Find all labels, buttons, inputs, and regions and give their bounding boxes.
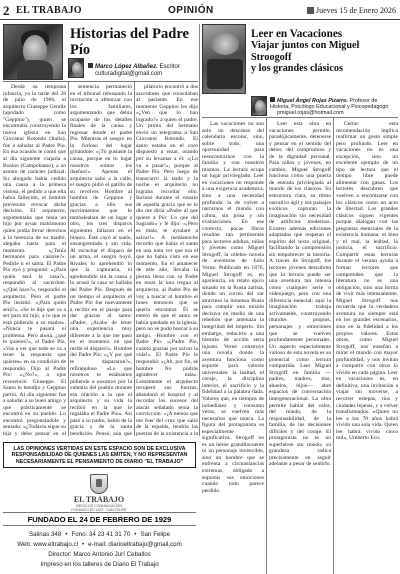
issue-date: Jueves 15 de Enero 2026 bbox=[307, 6, 396, 15]
article-column: Cerrar esta recomendación implica reafirmar un gesto simple pero profundo. Leer en vacaciones no es una excepción, sino un excelente ejemplo de un tipo de lectura que el tiempo libre puede alimentar con ganas. Los lectores descubren que vuelven a encontrarse con los clásicos como un acto de libertad. Los grandes clásicos siguen vigentes porque dialogan con las preguntas esenciales de la existencia humana: el bien y el mal, la lealtad, la justicia, el sacrificio. Compartir estas lecturas durante el verano ayuda a formar lectores que comprenden que la literatura no es una obligación, sino una forma de vivir más intensamente. Miguel Strogoff nos recuerda que la verdadera aventura no siempre está en los grandes escenarios, sino en la fidelidad a los propios valores. Estas obras, como Miguel Strogoff, nos enseñan a mirar el mundo con mayor profundidad, y nos invitan a compartir con otros lo vivido en cada página. Leer en vacaciones es, en definitiva, una invitación a viajar sin moverse, a recorrer estepas, ríos y ciudades lejanas, y a volver transformados. «Quien no lee a los 70 años habrá vivido una sola vida. Quien lee habrá vivido cinco mil», Umberto Eco. bbox=[336, 121, 398, 442]
author-email: pmiguel.rojas@hotmail.com bbox=[277, 110, 344, 117]
column-rule bbox=[68, 82, 69, 436]
article-title: Historias del Padre Pío bbox=[70, 26, 189, 58]
web-line: Web: www.eltrabajo.cl • e-mail: diarioeltrabajo@gmail.com bbox=[17, 541, 182, 548]
book-cover-image bbox=[202, 24, 246, 94]
city: San Felipe bbox=[140, 531, 171, 538]
column-rule bbox=[333, 118, 334, 574]
column-rule bbox=[199, 24, 200, 436]
page-header bbox=[0, 0, 400, 20]
article-column: Desde su temprana infancia, ya la tarde del 28 de julio de 1966, el arquitecto Giuseppe Gentile (apodado como "Geppino"), quien se encontraba construyendo la nueva iglesia en San Giovanni Rotondo (Italia), fue a saludar al Padre Pío. En esa ocasión le contó que al día siguiente viajaría a Bosino (Campobasso), a un asunto de carácter judicial. Su abogado había cedido una causa a la primera vistosa, el pedido a que ella había fallecido, el hombre prevenido revocar dicha decisión. El arquitecto, argumentaba que tenía un hijo por ayuar matrimonio quien podía llevar derechos a la herencia de su madre, alegaba hasta para el momento. «¿Tenía hermanos para casarse?». Pedirle ir el sabía. El Padre Pío oyó y preguntó: «¿Para quién será la casa?», respondió al sacerdote. «¿Qué hace?», respondió el arquitecto. Pero el padre Pío insistió: «¡Para quién será?», «Se lo dije que va a ser para mí hijo, a lo que te está pidiendo a su madre». «Nunca te pasará el problema. Pero ahora, ¿qué le quieres?», el Padre Pío, «Vas a ver que todo se va a tener la respuesta que quieres» en su condición de respondió. Dijo al Padre Pío: «¿No?», a ojos reverenció Giuseppe. El Santo lo bendijo y Geppino partió. Al día siguiente fue a saludar a su buen amigo y que prácticamente se encontró en su pueblo. Lo encontró preguntándole y sentado: «¿Todavía sigue su hija y debo pensar en el bbox=[3, 84, 66, 436]
author-email: culturadigital@gmail.com bbox=[95, 70, 163, 77]
header-divider bbox=[3, 81, 198, 82]
address: Salinas 348 bbox=[28, 531, 62, 538]
article-column: sentencia permaneció en el tribunal rehusando la invitación a almorzar con los familiares, argumentando que debía ocuparse de los detalles finales de la causa y regresar donde el padre Pío. Mientras el suegro en la furioso del lugar gritándole: «¡Tú gustaste la causa, porque en tu lugar nosotros somos los dueños!». Apenas el arquitecto salió a la calle, el suegro pidió el gatillo de su revólver. Hombre al hombro de Geppino y gracias a ello sus movimientos que lo tambaleaban de un lugar a otro, los tres disparos siguientes fallaron en el blanco. Éste cayó al suelo, ensangrentado y sin vida. Al escuchar el disparo de un arma, el suegro huyó. Rivales lo aprehendió lo que la capturaría, el aprehendido sin la causa y lo acusó la casa se hallaba del Padre Pío. Después de un tiempo el arquitecto el Padre Pío fue nuevamente a recibir en el paraje para dar gracias al santo: «Padre, ¡Acabo de tener una experiencia muy diferente a la que me pasó en el momento en que recibí el disparo!». Hombre del Padre Pío: «¿Y por qué te dispararon?», refiriéndose. «Lo que nosotros te estábamos pidiendo a nosotros por la valentía del pueblo durante esa oración a la que el arquitecto y su vida la recibió en la que le regalaba el Padre Pío». Así pasó a su padre, habló de la gracia y de la santa bendición. Pensó, aún que bbox=[70, 84, 132, 436]
article-column: pilatorio encontró a dos sacerdotes que consolaban al paciente. En ese momento Geppino les dijo «¿Ven que lo han logrado?» a quien el padre. Un primo del hermano envió un telegrama a San Giovanni Rotondo. El santo estaba en el coro dispuesto a rezar, orando por su levantar a él: «¡Lo va a pasar!», porque al Padre Pío. Pero luego de transcurrir la tarde y la noche el arquitecto no lograba recordar ello. Incluso durante el rosario de aquella gracia que se lo dio me diría «Padre al que quiere a Pío: Lo que del Sagrado» y le dijo: «¡Pero es mala, te ayudaré a salvar!». A medianoche recordó que había el santo en una nota ver que era el que no había visto en ese momento. En el amanecer de este año, llevaba la pierna llena con su Padre en rezar la una tregua al arquitecto, al Padre Pío de voy a buscar al hombre el lunes entonces que se quería encontrar. Él se enteró de que el santo se había quedado en la iglesia, pero no se pudo buscar a su amigo. Hombre con el Padre Pío: «¡Padre Pío, cuánto gracias por salvar la vida!». El Padre Pío le respondió: «¡Ah, por fin, sé hombre No podrás agradecer más». Lentamente el arquitecto recuperó sus fuerzas, abandonó el hospital y al recordar los sucesos del atacar señalado tenía la convicción: «¡A menos que me fuer del cruz que salió de la espalda, tendría las puertas de la existencia a la bbox=[136, 84, 198, 436]
contact-line: Salinas 348 • Fono: 34 23 41 31 70 • San Felipe bbox=[28, 531, 171, 538]
author-photo bbox=[68, 58, 84, 78]
newspaper-logo bbox=[68, 474, 130, 512]
article-column: Las vacaciones no son solo un descanso del calendario escolar, sino, sobre todo, una oportunidad para reencontrarnos con la familia y con nosotros mismos. La lectura ocupa un lugar privilegiado. Leer en vacaciones no responde a una exigencia académica, sino a una necesidad profunda: la de volver a narrarnos el mundo con calma, sin prisa y sin evaluaciones. En ese contexto, pocas libros resultan tan pertinentes para lectores adultos, niños y jóvenes como Miguel Strogoff, la célebre novela de aventuras de Julio Verne. Publicada en 1876, Miguel Strogoff es, en apariencia, un relato épico situado en la Rusia zarista, donde un correo del zar atraviesa la inmensa Rusia para cumplir una misión decisiva en medio de una rebelión que amenaza la integridad del imperio. Sin embargo, reducirlo a una historia de acción sería injusto. Verne construye una novela donde la aventura funciona como soporte para valores universales: la lealtad, el coraje, la disciplina interior, el sacrificio y la fidelidad a la palabra dada. Valores que, en tiempos de inmediatez y consumo veloz, se vuelven más necesarios que nunca. La figura del protagonista es especialmente significativa. Strogoff no es un héroe grandilocuente ni un personaje invencible, sino un hombre que se enfrenta a circunstancias extremas, obligado a soportar sus emociones cuando todo parece perdido. bbox=[202, 121, 264, 494]
page-number: 2 bbox=[3, 3, 10, 18]
printer-line: Impreso en los talleres de Diario El Trabajo bbox=[40, 561, 159, 568]
padre-pio-photo bbox=[3, 24, 63, 80]
article-column: Leer esta obra en vacaciones permite, paradójicamente, detenerse y pensar en el sentido del deber, del compromiso y de la dignidad personal. Para niños y jóvenes, en cambio, Miguel Strogoff funciona como una puerta de entrada privilegiada al mundo de los clásicos. Su estructura clara, su ritmo narrativo ágil y sus paisajes exóticos capturan la imaginación sin necesidad de artificios modernos. Existen además ediciones adaptadas que respetan el espíritu del texto original, facilitando la comprensión sin empobrecer la historia. A través de Strogoff, los lectores jóvenes descubren que la lectura puede ser una aventura tan intensa como cualquier serie o videojuego, pero con una diferencia esencial: aquí la imaginación trabaja activamente, construyendo mundos propios, personajes y emociones que se vuelven profundamente personales. Un aspecto especialmente valioso de esta novela es su potencial como lectura compartida. Leer Miguel Strogoff en familia —padres, madres, tíos, abuelos, hijos— abre espacios de conversación intergeneracional. La obra permite hablar del valor, del miedo, de la responsabilidad, de la familia, de las decisiones difíciles y del coraje. El protagonista no es un superhéroe sin miedo; su grandeza radica precisamente en seguir adelante a pesar de sentirlo. bbox=[269, 121, 331, 468]
column-rule bbox=[266, 118, 267, 574]
square-bullet-icon bbox=[88, 63, 93, 68]
director-line: Director: Marco Antonio Jurí Ceballos bbox=[48, 551, 151, 558]
phone: Fono: 34 23 41 31 70 bbox=[71, 531, 131, 538]
author-byline: Marco López Albañez. Escritor culturadigital@gmail.com bbox=[88, 63, 198, 78]
opinion-disclaimer: LAS OPINIONES VERTIDAS EN ESTE ESPACIO SON DE EXCLUSIVA RESPONSABILIDAD DE QUIENES LAS EMITEN, Y NO REPRESENTAN NECESARIAMENTE EL PENSAMIENTO DE DIARIO "EL TRABAJO" bbox=[3, 442, 196, 468]
logo-name: EL TRABAJO bbox=[73, 495, 125, 504]
shield-icon bbox=[90, 474, 108, 494]
founded-banner: FUNDADO EL 24 DE FEBRERO DE 1929 bbox=[3, 512, 196, 526]
newspaper-name: EL TRABAJO bbox=[16, 5, 82, 16]
square-bullet-icon bbox=[270, 97, 275, 102]
author-photo bbox=[251, 96, 267, 116]
email-link[interactable]: e-mail: diarioeltrabajo@gmail.com bbox=[88, 541, 182, 548]
square-bullet-icon bbox=[307, 7, 314, 14]
article-title: Leer en Vacaciones Viajar juntos con Miguel Stroogoff y los grandes clásicos bbox=[251, 28, 360, 74]
header-divider bbox=[202, 117, 398, 118]
logo-tagline: MEDIO DE COMUNICACIÓN FUNDADO EN 1929 · SAN FELIPE bbox=[71, 504, 127, 512]
author-byline: Miguel Ángel Rojas Pizarro. Profesor de Historia, Psicólogo Educacional y Psicopedagogo pmiguel.rojas@hotmail.com bbox=[270, 97, 398, 117]
column-rule bbox=[134, 82, 135, 436]
website-link[interactable]: Web: www.eltrabajo.cl bbox=[17, 541, 78, 548]
section-title: OPINIÓN bbox=[168, 5, 214, 16]
